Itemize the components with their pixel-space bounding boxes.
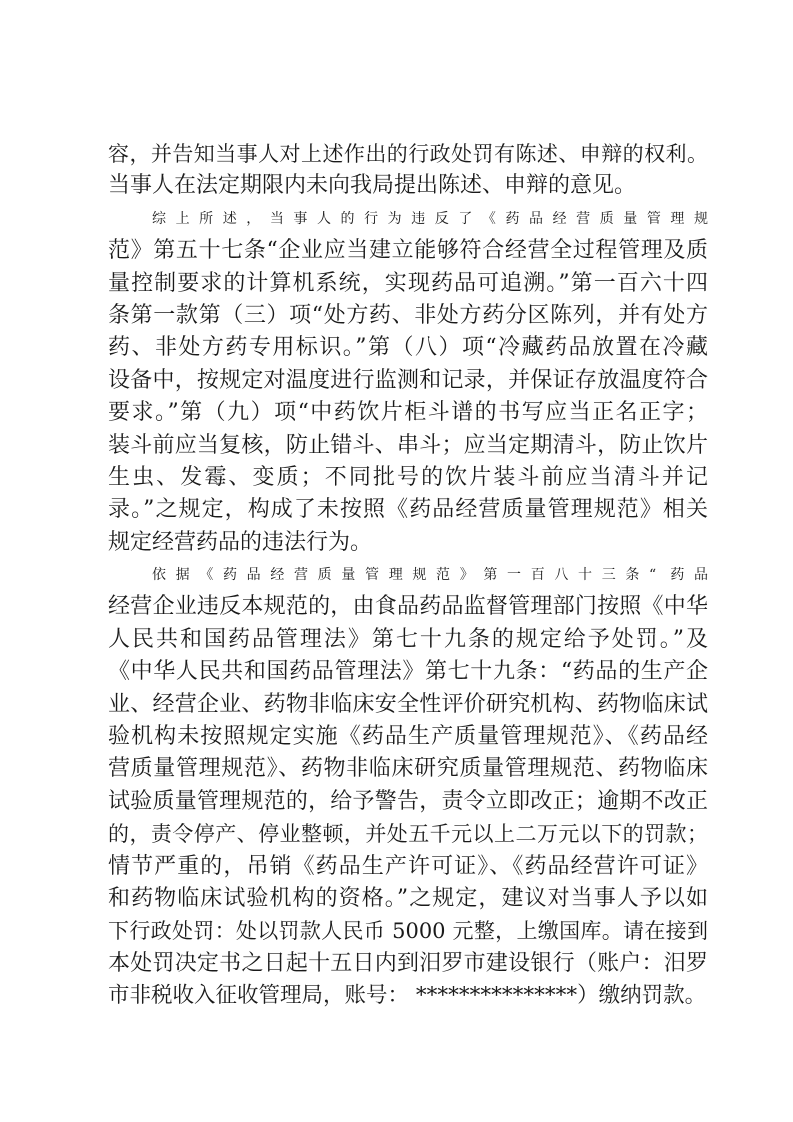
text-line: 和药物临床试验机构的资格。”之规定，建议对当事人予以如 [108,885,708,911]
text-line: 营质量管理规范》、药物非临床研究质量管理规范、药物临床 [108,756,708,782]
text-line: 试验质量管理规范的，给予警告，责令立即改正；逾期不改正 [108,788,708,814]
text-line: 综上所述，当事人的行为违反了《药品经营质量管理规 [152,210,708,227]
text-line: 范》第五十七条“企业应当建立能够符合经营全过程管理及质 [108,238,708,264]
text-line: 验机构未按照规定实施《药品生产质量管理规范》、《药品经 [108,724,708,750]
text-line: 《中华人民共和国药品管理法》第七十九条：“药品的生产企 [108,659,708,685]
text-line: 本处罚决定书之日起十五日内到汨罗市建设银行（账户：汨罗 [108,950,708,976]
text-line: 药、非处方药专用标识。”第（八）项“冷藏药品放置在冷藏 [108,335,708,361]
text-line: 市非税收入征收管理局，账号： ***************）缴纳罚款。 [108,983,707,1009]
text-line: 情节严重的，吊销《药品生产许可证》、《药品经营许可证》 [108,853,708,879]
text-line: 设备中，按规定对温度进行监测和记录，并保证存放温度符合 [108,367,708,393]
text-line: 业、经营企业、药物非临床安全性评价研究机构、药物临床试 [108,691,708,717]
text-line: 下行政处罚：处以罚款人民币 5000 元整，上缴国库。请在接到 [108,919,708,944]
text-line: 容，并告知当事人对上述作出的行政处罚有陈述、申辩的权利。 [108,142,708,166]
text-line: 生虫、发霉、变质；不同批号的饮片装斗前应当清斗并记 [108,464,708,490]
text-line: 当事人在法定期限内未向我局提出陈述、申辩的意见。 [108,173,637,199]
text-line: 经营企业违反本规范的，由食品药品监督管理部门按照《中华 [108,594,708,620]
document-body [108,138,708,1013]
text-line: 条第一款第（三）项“处方药、非处方药分区陈列，并有处方 [108,302,708,328]
text-line: 的，责令停产、停业整顿，并处五千元以上二万元以下的罚款； [108,822,708,847]
text-line: 规定经营药品的违法行为。 [108,529,373,555]
text-line: 装斗前应当复核，防止错斗、串斗；应当定期清斗，防止饮片 [108,432,708,458]
text-line: 人民共和国药品管理法》第七十九条的规定给予处罚。”及 [108,626,708,652]
text-line: 要求。”第（九）项“中药饮片柜斗谱的书写应当正名正字； [108,400,708,426]
text-line: 依据《药品经营质量管理规范》第一百八十三条“ 药品 [152,567,708,584]
text-line: 量控制要求的计算机系统，实现药品可追溯。”第一百六十四 [108,270,708,296]
text-line: 录。”之规定，构成了未按照《药品经营质量管理规范》相关 [108,497,708,523]
